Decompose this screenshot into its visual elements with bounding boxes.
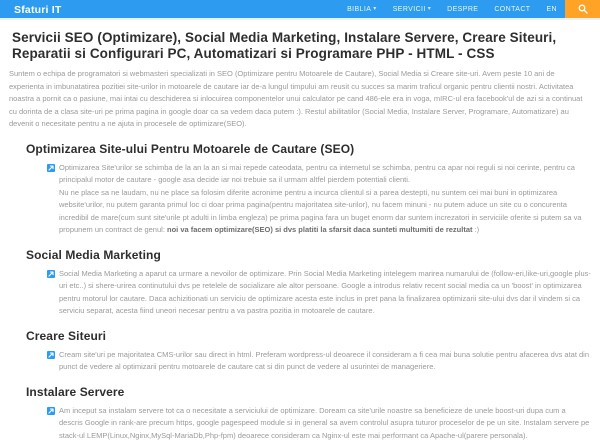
nav-item-contact[interactable] bbox=[486, 0, 538, 18]
creare-siteuri-text: Cream site'uri pe majoritatea CMS-urilor sau direct in html. Preferam wordpress-ul deoarece il consideram a fi cea mai buna solutie pentru afacerea dvs atat din punct de vedere al optimizarii pentru motoarele de cautare cat si din punct de vedere al usurintei de manageriere. bbox=[59, 350, 589, 372]
page-title: Servicii SEO (Optimizare), Social Media Marketing, Instalare Servere, Creare Siteuri, Reparatii si Configurari PC, Automatizari si Programare PHP - HTML - CSS bbox=[12, 30, 591, 62]
nav-item-label: DESPRE bbox=[447, 6, 478, 13]
section-heading-seo: Optimizarea Site-ului Pentru Motoarele de Cautare (SEO) bbox=[26, 142, 591, 156]
top-navbar bbox=[0, 0, 600, 20]
search-button[interactable] bbox=[565, 0, 600, 18]
section-heading-social-media: Social Media Marketing bbox=[26, 248, 591, 262]
nav-item-label: SERVICII bbox=[393, 6, 426, 13]
section-body-instalare-servere bbox=[59, 405, 591, 442]
site-logo[interactable]: Sfaturi IT bbox=[0, 0, 62, 18]
nav-item-biblia[interactable] bbox=[339, 0, 385, 18]
seo-bold-claim: noi va facem optimizare(SEO) si dvs platiti la sfarsit daca sunteti multumiti de rezultat bbox=[167, 225, 473, 234]
seo-text-2: Nu ne place sa ne laudam, nu ne place sa folosim diferite acronime pentru a incurca clientul si a parea destepti, nu suntem cei mai buni in optimizarea website'urilor, nu putem garanta primul loc ci doar prima pagina(pentru majoritatea site-urilor), nu facem minuni - nu putem aduce un site cu o concurenta incredibil de mare(cum sunt site'urile pt adulti in limba engleza) pe prima pagina fara un buget enorm dar suntem increzatori in serviciile oferite si putem sa va propunem un contract de genul: bbox=[59, 188, 582, 235]
seo-text-tail: :) bbox=[473, 225, 480, 234]
instalare-servere-text: Am inceput sa instalam servere tot ca o necesitate a serviciului de optimizare. Doream ca site'urile noastre sa beneficieze de unele boost-uri dupa cum a descris Google in rank-are precum https, google pagespeed module si in general sa avem controlul asupra tuturor proceselor de pe un site. Instalam servere pe stack-ul LEMP(Linux,Nginx,MySql-MariaDb,Php-fpm) deoarece consideram ca Nginx-ul este mai performant ca Apache-ul(parere personala). bbox=[59, 406, 589, 440]
chevron-down-icon: ▾ bbox=[428, 6, 431, 12]
section-body-creare-siteuri bbox=[59, 349, 591, 374]
social-media-text: Social Media Marketing a aparut ca urmare a nevoilor de optimizare. Prin Social Media Marketing intelegem marirea numarului de (follow-eri,like-uri,google plus-uri etc..) si shere-urirea continutului dvs pe retelele de socializare ale altor persoane. Google a introdus relativ recent social media ca un 'boost' in optimizarea pentru motorul lor cautare. Daca achizitionati un serviciu de optimizare acesta este inclus in pret pana la finalizarea optimizarii site-ului dvs dar il vindem si ca serviciu separat, acesta fiind uneori necesar pentru a va pastra pozitia in motoarele de cautare. bbox=[59, 269, 591, 316]
link-bullet-icon bbox=[47, 270, 55, 278]
section-body-seo bbox=[59, 162, 591, 237]
nav-item-despre[interactable] bbox=[439, 0, 486, 18]
nav-item-label: EN bbox=[546, 6, 557, 13]
section-heading-creare-siteuri: Creare Siteuri bbox=[26, 329, 591, 343]
nav-item-servicii[interactable] bbox=[385, 0, 439, 18]
search-icon bbox=[578, 2, 588, 17]
main-nav bbox=[339, 0, 600, 18]
main-content bbox=[0, 20, 600, 442]
link-bullet-icon bbox=[47, 164, 55, 172]
nav-item-label: CONTACT bbox=[494, 6, 530, 13]
seo-text-1: Optimizarea Site'urilor se schimba de la an la an si mai repede cateodata, pentru ca internetul se schimba, pentru ca apar noi reguli si noi cerinte, pentru ca principalul motor de cautare - google asa decide iar noi trebuie sa il urmam altfel pierdem potentiali clienti. bbox=[59, 163, 575, 185]
nav-item-en[interactable] bbox=[538, 0, 565, 18]
link-bullet-icon bbox=[47, 407, 55, 415]
nav-item-label: BIBLIA bbox=[347, 6, 371, 13]
chevron-down-icon: ▾ bbox=[373, 6, 376, 12]
section-body-social-media bbox=[59, 268, 591, 318]
section-heading-instalare-servere: Instalare Servere bbox=[26, 385, 591, 399]
link-bullet-icon bbox=[47, 351, 55, 359]
intro-paragraph: Suntem o echipa de programatori si webmasteri specializati in SEO (Optimizare pentru Motoarele de Cautare), Social Media si Creare site-uri. Avem peste 10 ani de experienta in imbunatatirea pozitiei site-urilor in motoarele de cautare iar de-a lungul timpului am reusit cu succes sa marim traficul organic pentru clientii nostri. Activitatea noastra a pornit ca o pasiune, mai intai cu deschiderea si inlocuirea componentelor unui calculator pe cand 486-ele era in voga, mIRC-ul era facebook'ul de azi si a continuat cu dorinta de a clasa site-uri pe prima pagina in google doar ca sa vedem daca putem :). Restul abilitatilor (Social Media, Instalare Server, Programare, Automatizare) au devenit o necesitate pentru a ne ajuta in procesele de optimizare(SEO). bbox=[9, 68, 591, 131]
